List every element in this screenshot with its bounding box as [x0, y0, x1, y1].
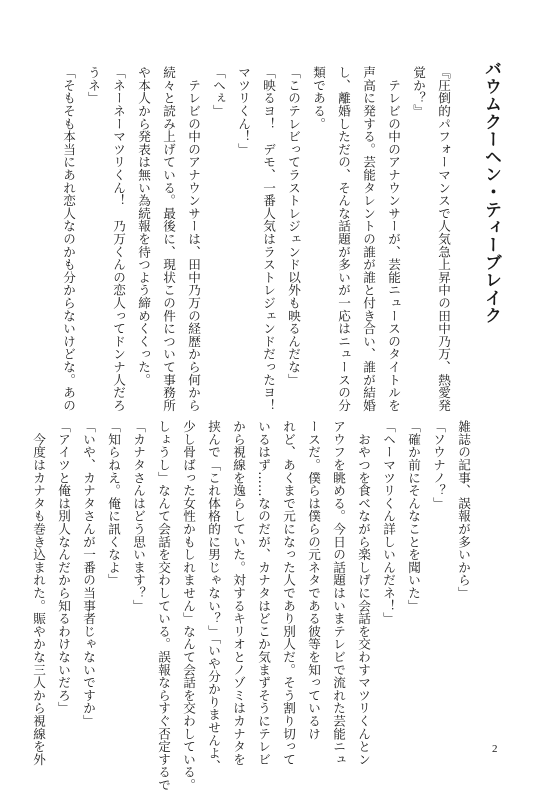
text-line: 声高に発する。芸能タレントの誰が誰と付き合い、誰が結婚: [361, 66, 376, 412]
text-line: 「このテレビってラストレジェンド以外も映るんだな」: [286, 66, 301, 386]
text-line: おやつを食べながら楽しげに会話を交わすマツリくんとン: [356, 420, 371, 766]
text-line: から視線を逸らしていた。対するキリオとノゾミはカナタを: [231, 420, 246, 766]
text-line: れど、あくまで元になった人であり別人だ。そう割り切って: [281, 420, 296, 766]
text-line: 「へぇ」: [211, 66, 226, 118]
text-line: 「ソウナノ？」: [431, 420, 446, 510]
text-line: 「知らねえ。俺に訊くなよ」: [106, 420, 121, 587]
text-line: うネ」: [86, 66, 101, 105]
text-line: テレビの中のアナウンサーは、田中乃万の経歴から何から: [186, 66, 201, 412]
text-line: 少し骨ばった女性かもしれません」なんて会話を交わしている。: [181, 420, 196, 791]
text-line: 「確か前にそんなことを聞いた」: [406, 420, 421, 612]
text-line: 「アイツと俺は別人なんだから知るわけないだろ」: [56, 420, 71, 715]
lower-text-block: [26, 420, 476, 791]
text-line: 「そもそも本当にあれ恋人なのかも分からないけどな。あの: [61, 66, 76, 412]
text-line: 覚か？』: [411, 66, 426, 118]
text-line: 「カナタさんはどう思います？」: [131, 420, 146, 612]
text-line: 「映るヨ！ デモ、一番人気はラストレジェンドだったヨ！: [261, 66, 276, 412]
text-line: 類である。: [311, 66, 326, 130]
text-line: テレビの中のアナウンサーが、芸能ニュースのタイトルを: [386, 66, 401, 412]
text-line: いるはず……なのだが、カナタはどこか気まずそうにテレビ: [256, 420, 271, 766]
text-line: しょうし」なんて会話を交わしている。誤報ならすぐ否定するで: [156, 420, 171, 791]
text-line: 今度はカナタも巻き込まれた。賑やかな三人から視線を外: [31, 420, 46, 766]
text-line: 「ヘーマツリくん詳しいんだネ！」: [381, 420, 396, 625]
text-line: や本人から発表は無い為続報を待つよう締めくくった。: [136, 66, 151, 386]
upper-text-block: [56, 66, 456, 412]
text-line: 「ネーネーマツリくん！ 乃万くんの恋人ってドンナ人だろ: [111, 66, 126, 412]
text-line: 挟んで「これ体格的に男じゃない？」「いや分かりませんよ、: [206, 420, 221, 773]
text-line: 続々と読み上げている。最後に、現状この件について事務所: [161, 66, 176, 412]
text-line: し、離婚しただの、そんな話題が多いが一応はニュースの分: [336, 66, 351, 412]
text-line: 雑誌の記事、誤報が多いから」: [456, 420, 471, 600]
text-line: ースだ。僕らは僕らの元ネタである彼等を知っているけ: [306, 420, 321, 740]
text-line: 『圧倒的パフォーマンスで人気急上昇中の田中乃万、熱愛発: [436, 66, 451, 412]
chapter-title: バウムクーヘン・ティーブレイク: [481, 60, 501, 324]
text-line: マツリくん！」: [236, 66, 251, 156]
text-line: 「いや、カナタさんが一番の当事者じゃないですか」: [81, 420, 96, 728]
page-number: 2: [492, 743, 498, 755]
text-line: アウフを眺める。今日の話題はいまテレビで流れた芸能ニュ: [331, 420, 346, 766]
